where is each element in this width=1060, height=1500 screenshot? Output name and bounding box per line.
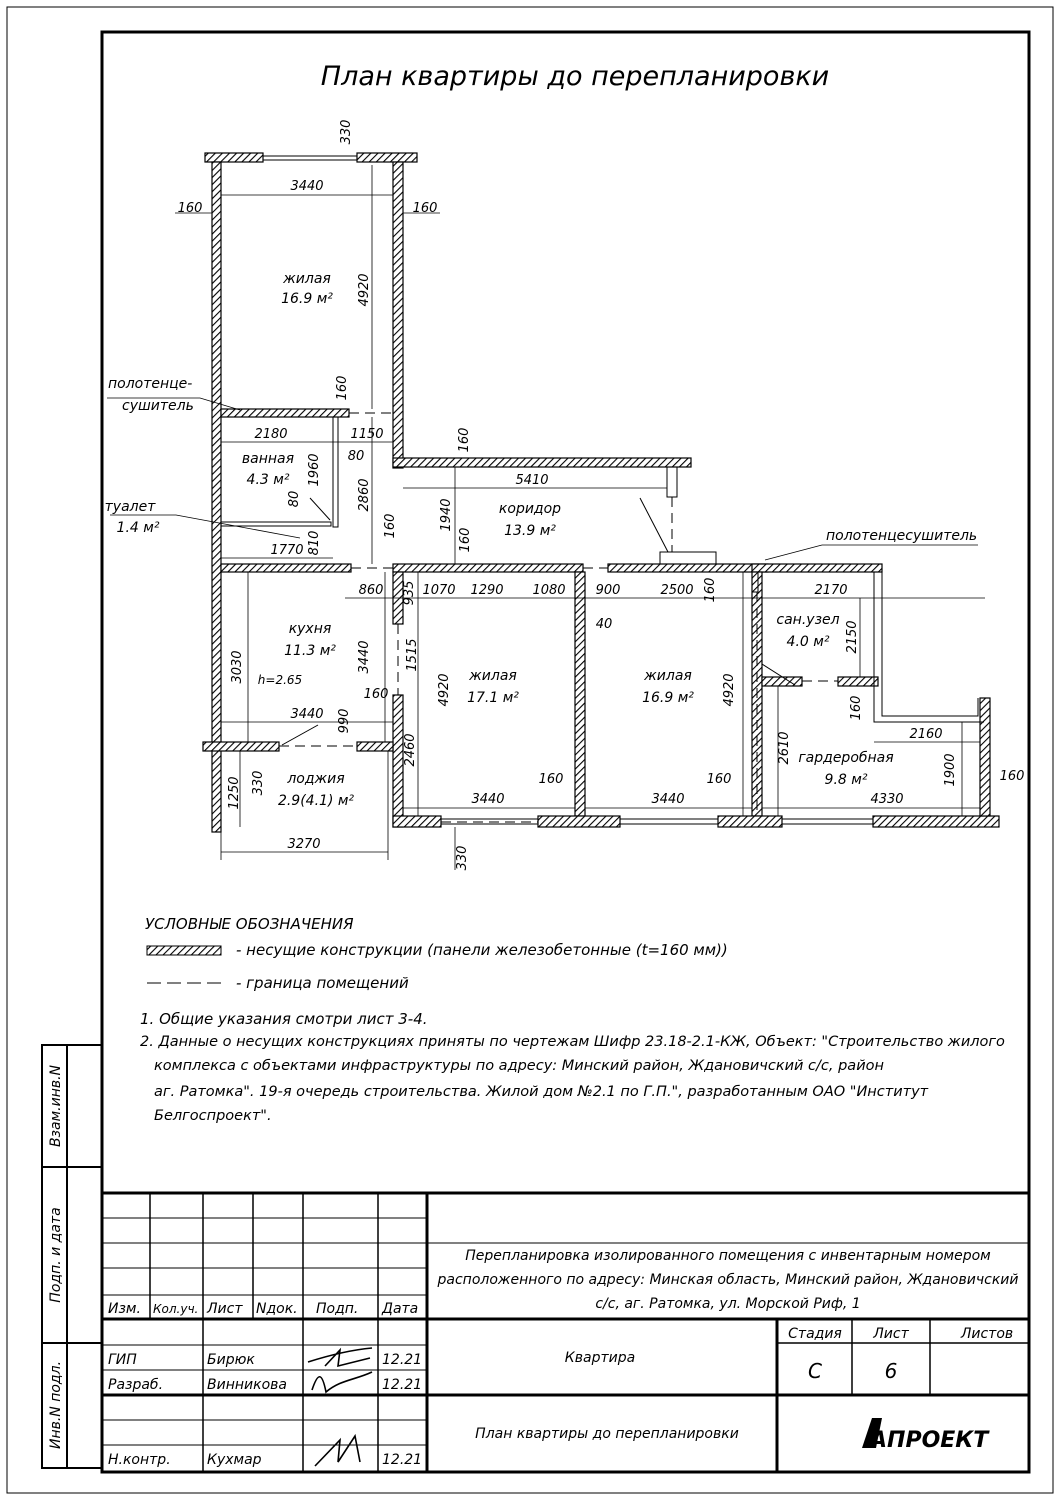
tb-role: ГИП	[108, 1352, 137, 1368]
dimension-texts	[178, 120, 1025, 871]
room-height: h=2.65	[257, 673, 303, 687]
dim: 3440	[290, 179, 324, 194]
dim: 1250	[227, 776, 242, 810]
wall-wc-bottom-b	[838, 677, 878, 686]
room-name: сан.узел	[776, 612, 840, 628]
dim: 935	[402, 580, 417, 606]
room-name: туалет	[104, 499, 156, 515]
note-2-cont: Белгоспроект".	[154, 1108, 272, 1124]
dim: 330	[455, 845, 470, 871]
dim: 80	[347, 449, 365, 464]
side-label-vzam: Взам.инв.N	[48, 1064, 64, 1148]
tb-name: Винникова	[207, 1377, 287, 1393]
dim: 160	[538, 772, 564, 787]
dim: 860	[358, 583, 384, 598]
side-label-podp: Подп. и дата	[48, 1207, 64, 1303]
dim: 3440	[357, 640, 372, 674]
dim: 160	[999, 769, 1025, 784]
dim: 5410	[515, 473, 549, 488]
note-1: 1. Общие указания смотри лист 3-4.	[140, 1010, 428, 1028]
tb-header-data: Дата	[382, 1301, 419, 1317]
wall-top-left-window	[205, 153, 263, 162]
dim: 2610	[777, 731, 792, 765]
tb-sheet-title: План квартиры до перепланировки	[475, 1426, 739, 1442]
legend-heading: УСЛОВНЫЕ ОБОЗНАЧЕНИЯ	[145, 915, 354, 933]
wall-loggia-left	[203, 742, 279, 751]
room-name: лоджия	[287, 771, 345, 787]
tb-header-izm: Изм.	[108, 1301, 141, 1317]
wall-bottom-1	[393, 816, 441, 827]
dim: 900	[595, 583, 621, 598]
tb-role: Н.контр.	[108, 1452, 171, 1468]
side-label-inv: Инв.N подл.	[48, 1360, 64, 1450]
dim: 2860	[357, 478, 372, 512]
tb-name: Кухмар	[207, 1452, 262, 1468]
tb-sheets-label: Листов	[960, 1326, 1014, 1342]
room-name: жилая	[644, 668, 692, 684]
room-area: 2.9(4.1) м²	[277, 793, 355, 809]
room-name: жилая	[283, 271, 331, 287]
room-area: 16.9 м²	[642, 690, 694, 706]
room-area: 4.0 м²	[786, 634, 830, 650]
dim: 1770	[270, 543, 304, 558]
dim: 160	[177, 201, 203, 216]
wall-wc-bottom-a	[762, 677, 802, 686]
dim: 1150	[350, 427, 384, 442]
bearing-walls	[203, 153, 999, 832]
dim: 3030	[230, 650, 245, 684]
tb-header-kol: Кол.уч.	[153, 1302, 199, 1316]
dim: 810	[307, 530, 322, 556]
tb-date: 12.21	[382, 1377, 423, 1393]
tb-header-podp: Подп.	[316, 1301, 359, 1317]
wall-bedroom1-right	[393, 162, 403, 468]
dim: 4920	[722, 673, 737, 707]
dim: 160	[457, 427, 472, 453]
wall-bottom-4	[873, 816, 999, 827]
signature-gip	[308, 1348, 372, 1366]
dim: 160	[412, 201, 438, 216]
wall-row-top-b	[608, 564, 768, 572]
wall-corridor-top	[393, 458, 691, 467]
callout-towel-left-1: полотенце-	[108, 376, 193, 392]
wall-kitchen-top	[221, 564, 351, 572]
wall-row-top-a	[393, 564, 583, 572]
dim: 330	[251, 770, 266, 796]
dim: 160	[706, 772, 732, 787]
tb-name: Бирюк	[207, 1352, 255, 1368]
tb-stage: С	[808, 1359, 822, 1383]
dim: 80	[287, 490, 302, 508]
room-area: 9.8 м²	[824, 772, 868, 788]
legend-wall-symbol	[147, 946, 221, 955]
tb-sheet-label: Лист	[873, 1326, 909, 1342]
room-labels	[105, 271, 894, 809]
dim: 3440	[290, 707, 324, 722]
signature-nkontr	[315, 1436, 360, 1466]
dim: 3440	[471, 792, 505, 807]
legend-boundary: - граница помещений	[236, 974, 409, 992]
room-area: 17.1 м²	[467, 690, 519, 706]
dim: 1940	[439, 498, 454, 532]
room-name: кухня	[288, 621, 332, 637]
drawing-title: План квартиры до перепланировки	[320, 61, 830, 92]
dim: 330	[339, 119, 354, 145]
logo-text: АПРОЕКТ	[870, 1428, 989, 1453]
note-2-cont: комплекса с объектами инфраструктуры по адресу: Минский район, Ждановичский с/с, район	[154, 1058, 884, 1074]
tb-object: Квартира	[564, 1350, 636, 1366]
tb-project-line3: с/с, аг. Ратомка, ул. Морской Риф, 1	[595, 1296, 861, 1312]
wall-wardrobe-right	[980, 698, 990, 816]
tb-header-list: Лист	[207, 1301, 243, 1317]
dim: 1515	[405, 638, 420, 672]
wall-kitchen-right-b	[393, 695, 403, 827]
dim: 3270	[287, 837, 321, 852]
dim: 4330	[870, 792, 904, 807]
wall-bedroom-mid	[575, 572, 585, 816]
dim: 1900	[943, 753, 958, 787]
callout-towel-left-2: сушитель	[122, 398, 194, 414]
room-name: гардеробная	[798, 750, 894, 766]
room-name: жилая	[469, 668, 517, 684]
note-2-cont: аг. Ратомка". 19-я очередь строительства. Жилой дом №2.1 по Г.П.", разработанным ОАО "Институт	[154, 1084, 929, 1100]
wall-row-top-c	[752, 564, 882, 572]
note-2: 2. Данные о несущих конструкциях приняты по чертежам Шифр 23.18-2.1-КЖ, Объект: "Строительство жилого	[140, 1034, 1005, 1050]
dim: 1960	[307, 453, 322, 487]
tb-sheet: 6	[884, 1359, 898, 1383]
legend-walls: - несущие конструкции (панели железобетонные (t=160 мм))	[236, 941, 728, 959]
dim: 2460	[403, 733, 418, 767]
dim: 2170	[814, 583, 848, 598]
tb-date: 12.21	[382, 1352, 423, 1368]
room-area: 13.9 м²	[504, 523, 556, 539]
dim: 40	[595, 617, 613, 632]
dim: 2160	[909, 727, 943, 742]
side-stamp-labels	[48, 1064, 64, 1449]
wall-left-outer	[212, 162, 221, 832]
room-name: коридор	[498, 501, 562, 517]
tb-project-line1: Перепланировка изолированного помещения с инвентарным номером	[465, 1248, 991, 1264]
dim: 990	[337, 708, 352, 734]
wall-top-right-window	[357, 153, 417, 162]
room-area: 11.3 м²	[284, 643, 336, 659]
dim: 3440	[651, 792, 685, 807]
wall-loggia-right	[357, 742, 393, 751]
room-name: ванная	[241, 451, 295, 467]
room-area: 4.3 м²	[246, 472, 290, 488]
dim: 160	[849, 695, 864, 721]
tb-date: 12.21	[382, 1452, 423, 1468]
wall-bottom-2	[538, 816, 620, 827]
outer-border	[7, 7, 1053, 1493]
dim: 1290	[470, 583, 504, 598]
tb-stage-label: Стадия	[788, 1326, 842, 1342]
wall-bath-top	[221, 409, 349, 417]
thin-lines	[221, 156, 984, 824]
dim: 4920	[357, 273, 372, 307]
dim: 160	[363, 687, 389, 702]
dim: 160	[703, 577, 718, 603]
room-area: 16.9 м²	[281, 291, 333, 307]
room-area: 1.4 м²	[116, 520, 160, 536]
tb-project-line2: расположенного по адресу: Минская область, Минский район, Ждановичский	[437, 1272, 1019, 1288]
tb-header-ndok: Nдок.	[256, 1301, 298, 1317]
dim: 2150	[845, 620, 860, 654]
dim: 160	[335, 375, 350, 401]
dim: 2180	[254, 427, 288, 442]
signatures	[308, 1348, 372, 1466]
dim: 4920	[437, 673, 452, 707]
wall-bottom-3	[718, 816, 782, 827]
signature-razrab	[312, 1372, 372, 1392]
dim: 160	[458, 527, 473, 553]
callout-towel-right: полотенцесушитель	[826, 528, 978, 544]
tb-role: Разраб.	[108, 1377, 164, 1393]
dim: 160	[383, 513, 398, 539]
dim: 1070	[422, 583, 456, 598]
dim: 2500	[660, 583, 694, 598]
company-logo	[862, 1418, 990, 1453]
dim: 1080	[532, 583, 566, 598]
